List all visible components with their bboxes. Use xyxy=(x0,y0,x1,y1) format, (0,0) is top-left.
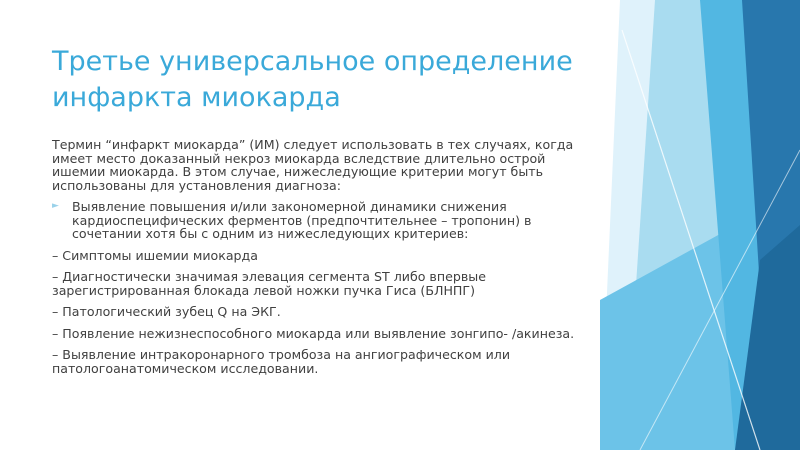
criterion-st-elevation: – Диагностически значимая элевация сегмента ST либо впервые зарегистрированная блокада левой ножки пучка Гиса (БЛНПГ) xyxy=(52,269,486,298)
criterion-q-wave: – Патологический зубец Q на ЭКГ. xyxy=(52,304,281,319)
bullet-item xyxy=(52,200,582,241)
criterion-symptoms: – Симптомы ишемии миокарда xyxy=(52,247,258,263)
bullet-arrow-icon: ► xyxy=(52,201,59,211)
slide-title: Третье универсальное определение инфаркта миокарда xyxy=(52,46,573,113)
intro-paragraph: Термин “инфаркт миокарда” (ИМ) следует использовать в тех случаях, когда имеет место доказанный некроз миокарда вследствие длительно острой ишемии миокарда. В этом случае, нижеследующие критерии могут быть использованы для установления диагноза: xyxy=(52,137,574,193)
criterion-akinesis: – Появление нежизнеспособного миокарда или выявление зонгипо- /акинеза. xyxy=(52,325,575,341)
bullet-text: Выявление повышения и/или закономерной динамики снижения кардиоспецифических ферментов (предпочтительнее – тропонин) в сочетании хотя бы с одним из нижеследующих критериев: xyxy=(72,199,532,241)
criterion-thrombus: – Выявление интракоронарного тромбоза на ангиографическом или патологоанатомическом исследовании. xyxy=(52,347,510,376)
slide-body xyxy=(52,138,582,383)
